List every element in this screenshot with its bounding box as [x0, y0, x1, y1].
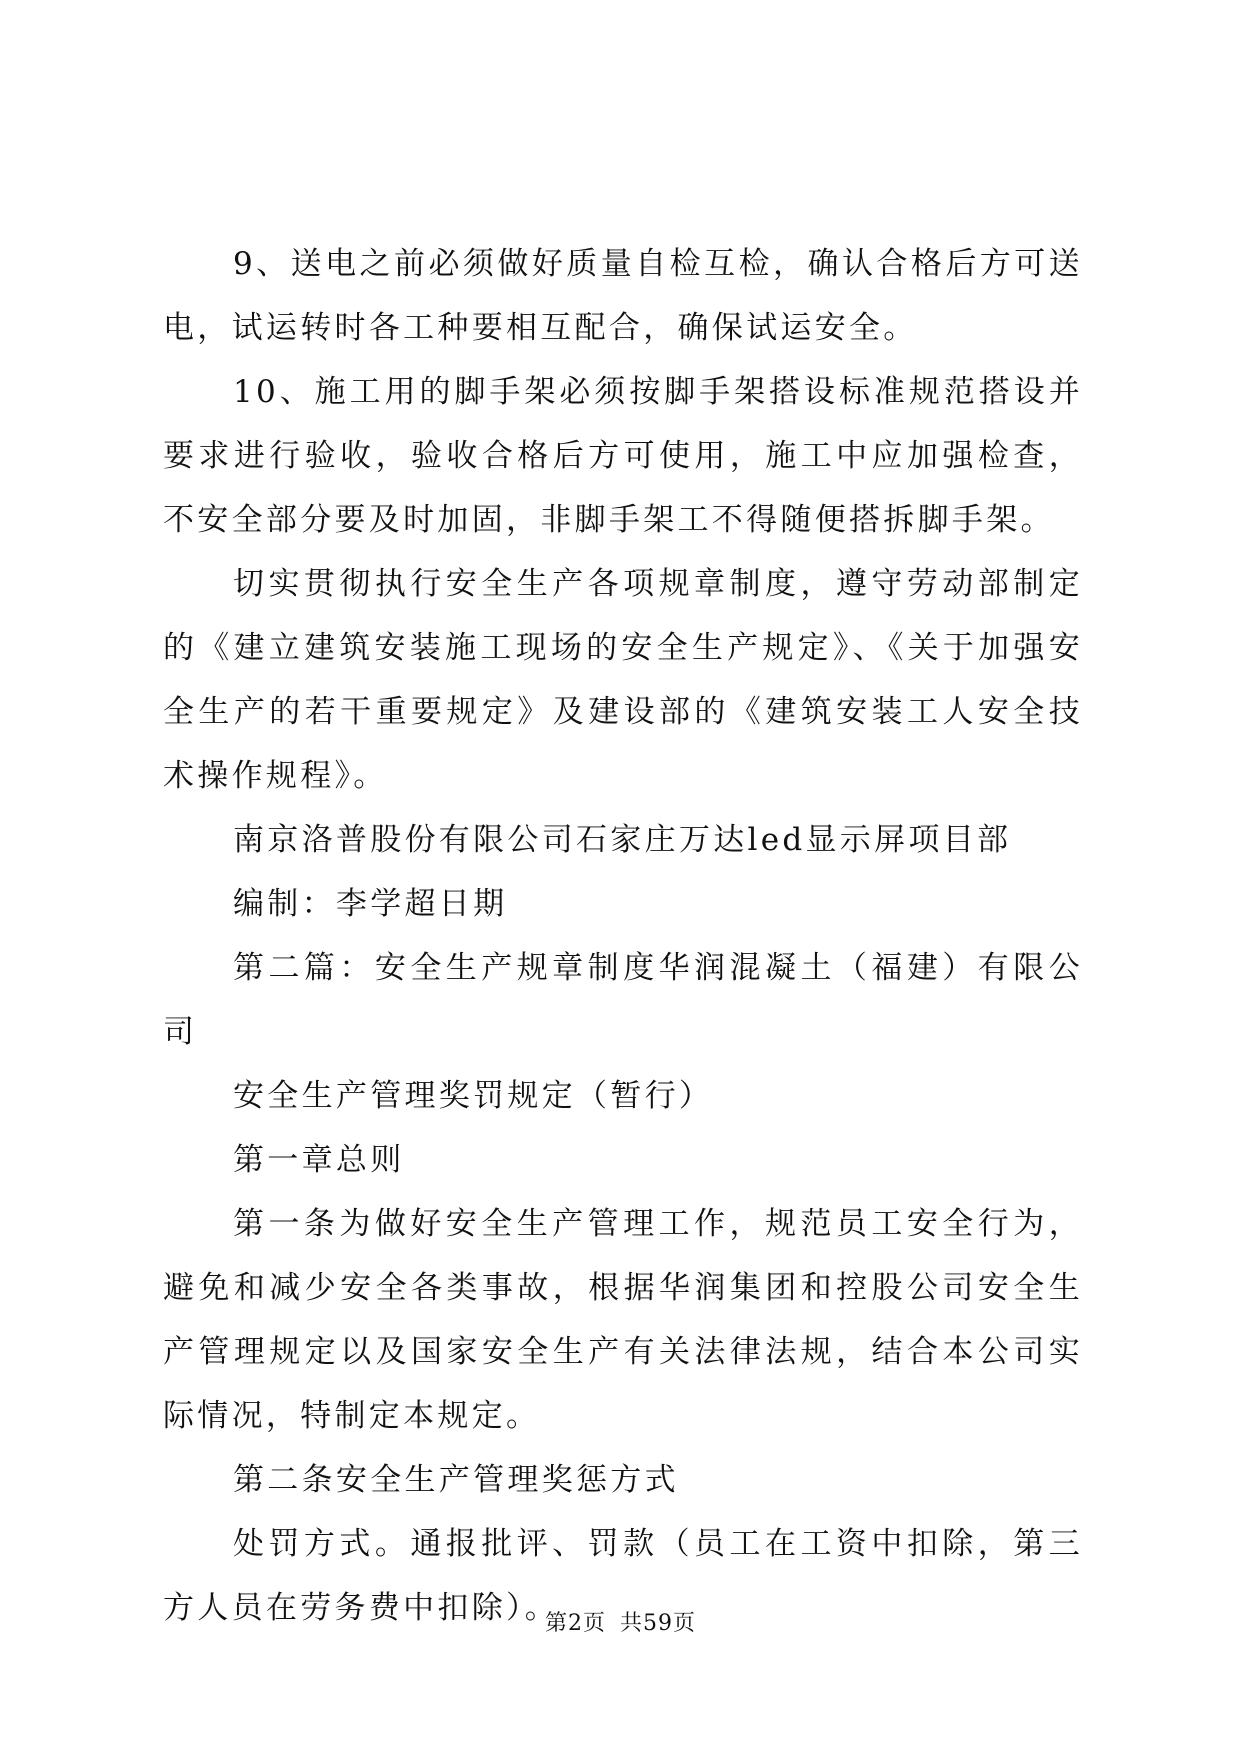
page-footer: [0, 1608, 1241, 1640]
paragraph: 编制：李学超日期: [233, 886, 508, 922]
paragraph: 切实贯彻执行安全生产各项规章制度，遵守劳动部制定的《建立建筑安装施工现场的安全生产规定》、《关于加强安全生产的若干重要规定》及建设部的《建筑安装工人安全技术操作规程》。: [163, 566, 1083, 794]
paragraph: 第一条为做好安全生产管理工作，规范员工安全行为，避免和减少安全各类事故，根据华润集团和控股公司安全生产管理规定以及国家安全生产有关法律法规，结合本公司实际情况，特制定本规定。: [163, 1206, 1083, 1434]
paragraph: 10、施工用的脚手架必须按脚手架搭设标准规范搭设并要求进行验收，验收合格后方可使用，施工中应加强检查，不安全部分要及时加固，非脚手架工不得随便搭拆脚手架。: [163, 374, 1083, 538]
document-body: [163, 232, 1083, 1640]
page-number: 第2页: [545, 1611, 606, 1636]
paragraph: 9、送电之前必须做好质量自检互检，确认合格后方可送电，试运转时各工种要相互配合，确保试运安全。: [163, 246, 1083, 346]
paragraph: 南京洛普股份有限公司石家庄万达led显示屏项目部: [233, 822, 1012, 858]
paragraph: 第二篇：安全生产规章制度华润混凝土（福建）有限公司: [163, 950, 1083, 1050]
paragraph: 处罚方式。通报批评、罚款（员工在工资中扣除，第三方人员在劳务费中扣除）。: [163, 1526, 1083, 1626]
paragraph: 第二条安全生产管理奖惩方式: [233, 1462, 679, 1498]
paragraph: 第一章总则: [233, 1142, 405, 1178]
paragraph: 安全生产管理奖罚规定（暂行）: [233, 1078, 714, 1114]
page-total: 共59页: [620, 1611, 696, 1636]
